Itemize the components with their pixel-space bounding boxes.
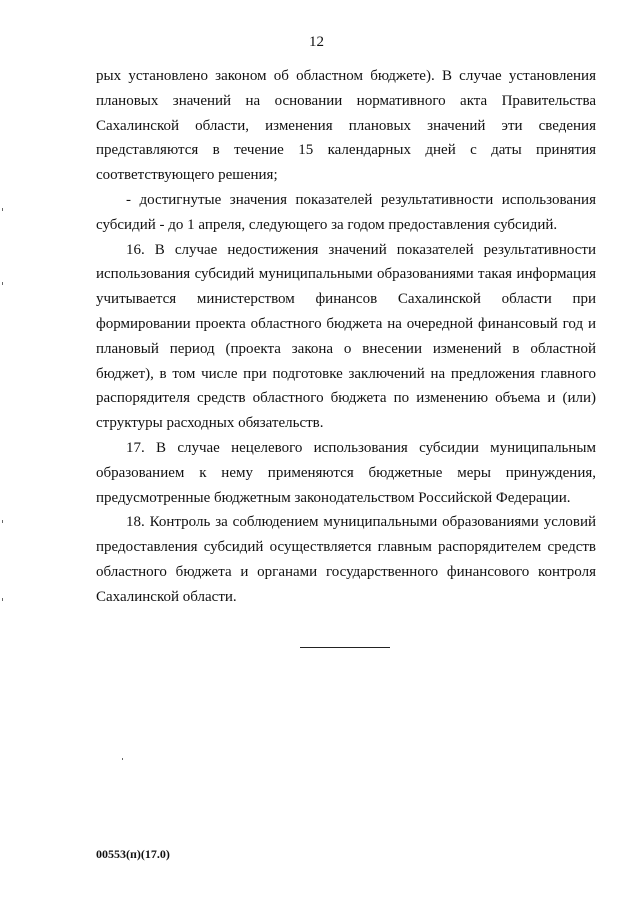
scan-mark bbox=[2, 520, 3, 523]
page-number: 12 bbox=[309, 34, 324, 50]
scan-mark bbox=[122, 758, 123, 760]
paragraph-achieved-values: - достигнутые значения показателей результативности использования субсидий - до 1 апреля, следующего за годом предоставления субсидий. bbox=[96, 191, 596, 233]
scan-mark bbox=[2, 282, 3, 285]
scan-mark bbox=[2, 208, 3, 211]
paragraph-18: 18. Контроль за соблюдением муниципальными образованиями условий предоставления субсидий осуществляется главным распорядителем средств областного бюджета и органами государственного финансового контроля Сахалинской области. bbox=[96, 514, 596, 605]
scan-mark bbox=[2, 598, 3, 601]
document-body bbox=[96, 64, 596, 610]
separator-line bbox=[300, 647, 390, 648]
paragraph-continuation: рых установлено законом об областном бюджете). В случае установления плановых значений на основании нормативного акта Правительства Сахалинской области, изменения плановых значений эти сведения представляются в течение 15 календарных дней с даты принятия соответствующего решения; bbox=[96, 68, 596, 184]
footer-document-code: 00553(п)(17.0) bbox=[96, 847, 170, 861]
paragraph-16: 16. В случае недостижения значений показателей результативности использования субсидий муниципальными образованиями такая информация учитывается министерством финансов Сахалинской области при формировании проекта областного бюджета на очередной финансовый год и плановый период (проекта закона о внесении изменений в областной бюджет), в том числе при подготовке заключений на предложения главного распорядителя средств областного бюджета по изменению объема и (или) структуры расходных обязательств. bbox=[96, 241, 596, 432]
paragraph-17: 17. В случае нецелевого использования субсидии муниципальным образованием к нему применяются бюджетные меры принуждения, предусмотренные бюджетным законодательством Российской Федерации. bbox=[96, 439, 596, 506]
